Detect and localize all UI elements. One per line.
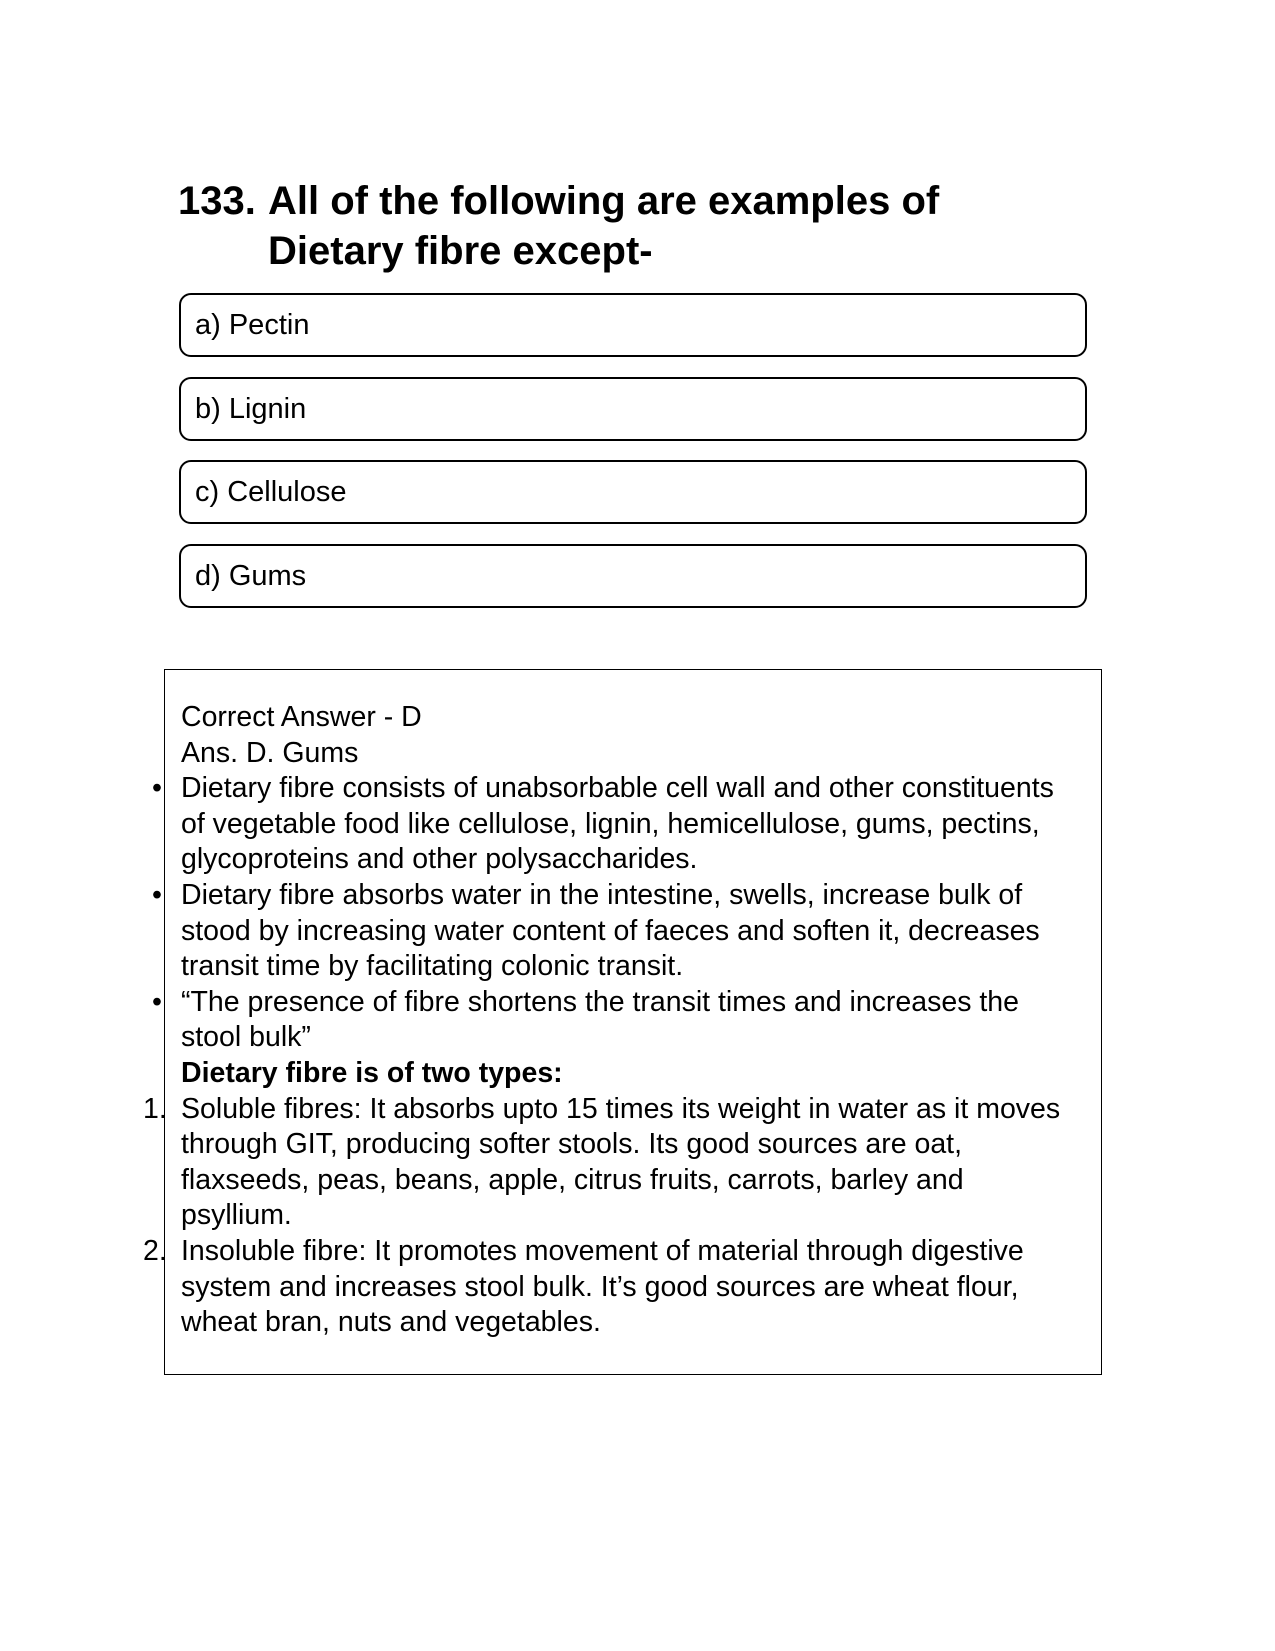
question-text: All of the following are examples of Dietary fibre except- (268, 179, 940, 273)
bullet-icon: • (152, 878, 162, 911)
answer-content (143, 700, 1081, 1341)
option-a[interactable] (179, 293, 1087, 357)
type-text: Soluble fibres: It absorbs upto 15 times its weight in water as it moves through GIT, producing softer stools. Its good sources are oat, flaxseeds, peas, beans, apple, citrus fruits, carrots, barley and psyllium. (181, 1092, 1061, 1232)
option-d-label: d) Gums (195, 560, 307, 592)
question-heading (178, 176, 1078, 276)
bullet-item (152, 771, 1081, 878)
bullet-text: Dietary fibre absorbs water in the intestine, swells, increase bulk of stood by increasing water content of faeces and soften it, decreases transit time by facilitating colonic transit. (181, 878, 1040, 983)
answer-explanation-box (143, 669, 1102, 1375)
question-number: 133. (178, 179, 256, 223)
option-c[interactable] (179, 460, 1087, 524)
option-a-label: a) Pectin (195, 309, 310, 341)
type-number: 2. (143, 1234, 167, 1267)
option-d[interactable] (179, 544, 1087, 608)
answer-line: Ans. D. Gums (181, 736, 359, 769)
type-number: 1. (143, 1092, 167, 1125)
correct-answer: Correct Answer - D (181, 701, 422, 733)
option-b-label: b) Lignin (195, 393, 307, 425)
type-text: Insoluble fibre: It promotes movement of material through digestive system and increases stool bulk. It’s good sources are wheat flour, wheat bran, nuts and vegetables. (181, 1234, 1024, 1339)
bullet-icon: • (152, 772, 162, 805)
bullet-item (152, 878, 1081, 985)
bullet-icon: • (152, 985, 162, 1018)
option-c-label: c) Cellulose (195, 476, 347, 508)
type-item-insoluble (143, 1234, 1081, 1341)
bullet-item (152, 985, 1081, 1056)
types-heading: Dietary fibre is of two types: (181, 1056, 563, 1089)
option-b[interactable] (179, 377, 1087, 441)
bullet-text: Dietary fibre consists of unabsorbable cell wall and other constituents of vegetable food like cellulose, lignin, hemicellulose, gums, pectins, glycoproteins and other polysaccharides. (181, 772, 1054, 876)
bullet-text: “The presence of fibre shortens the transit times and increases the stool bulk” (181, 985, 1020, 1054)
type-item-soluble (143, 1092, 1081, 1234)
